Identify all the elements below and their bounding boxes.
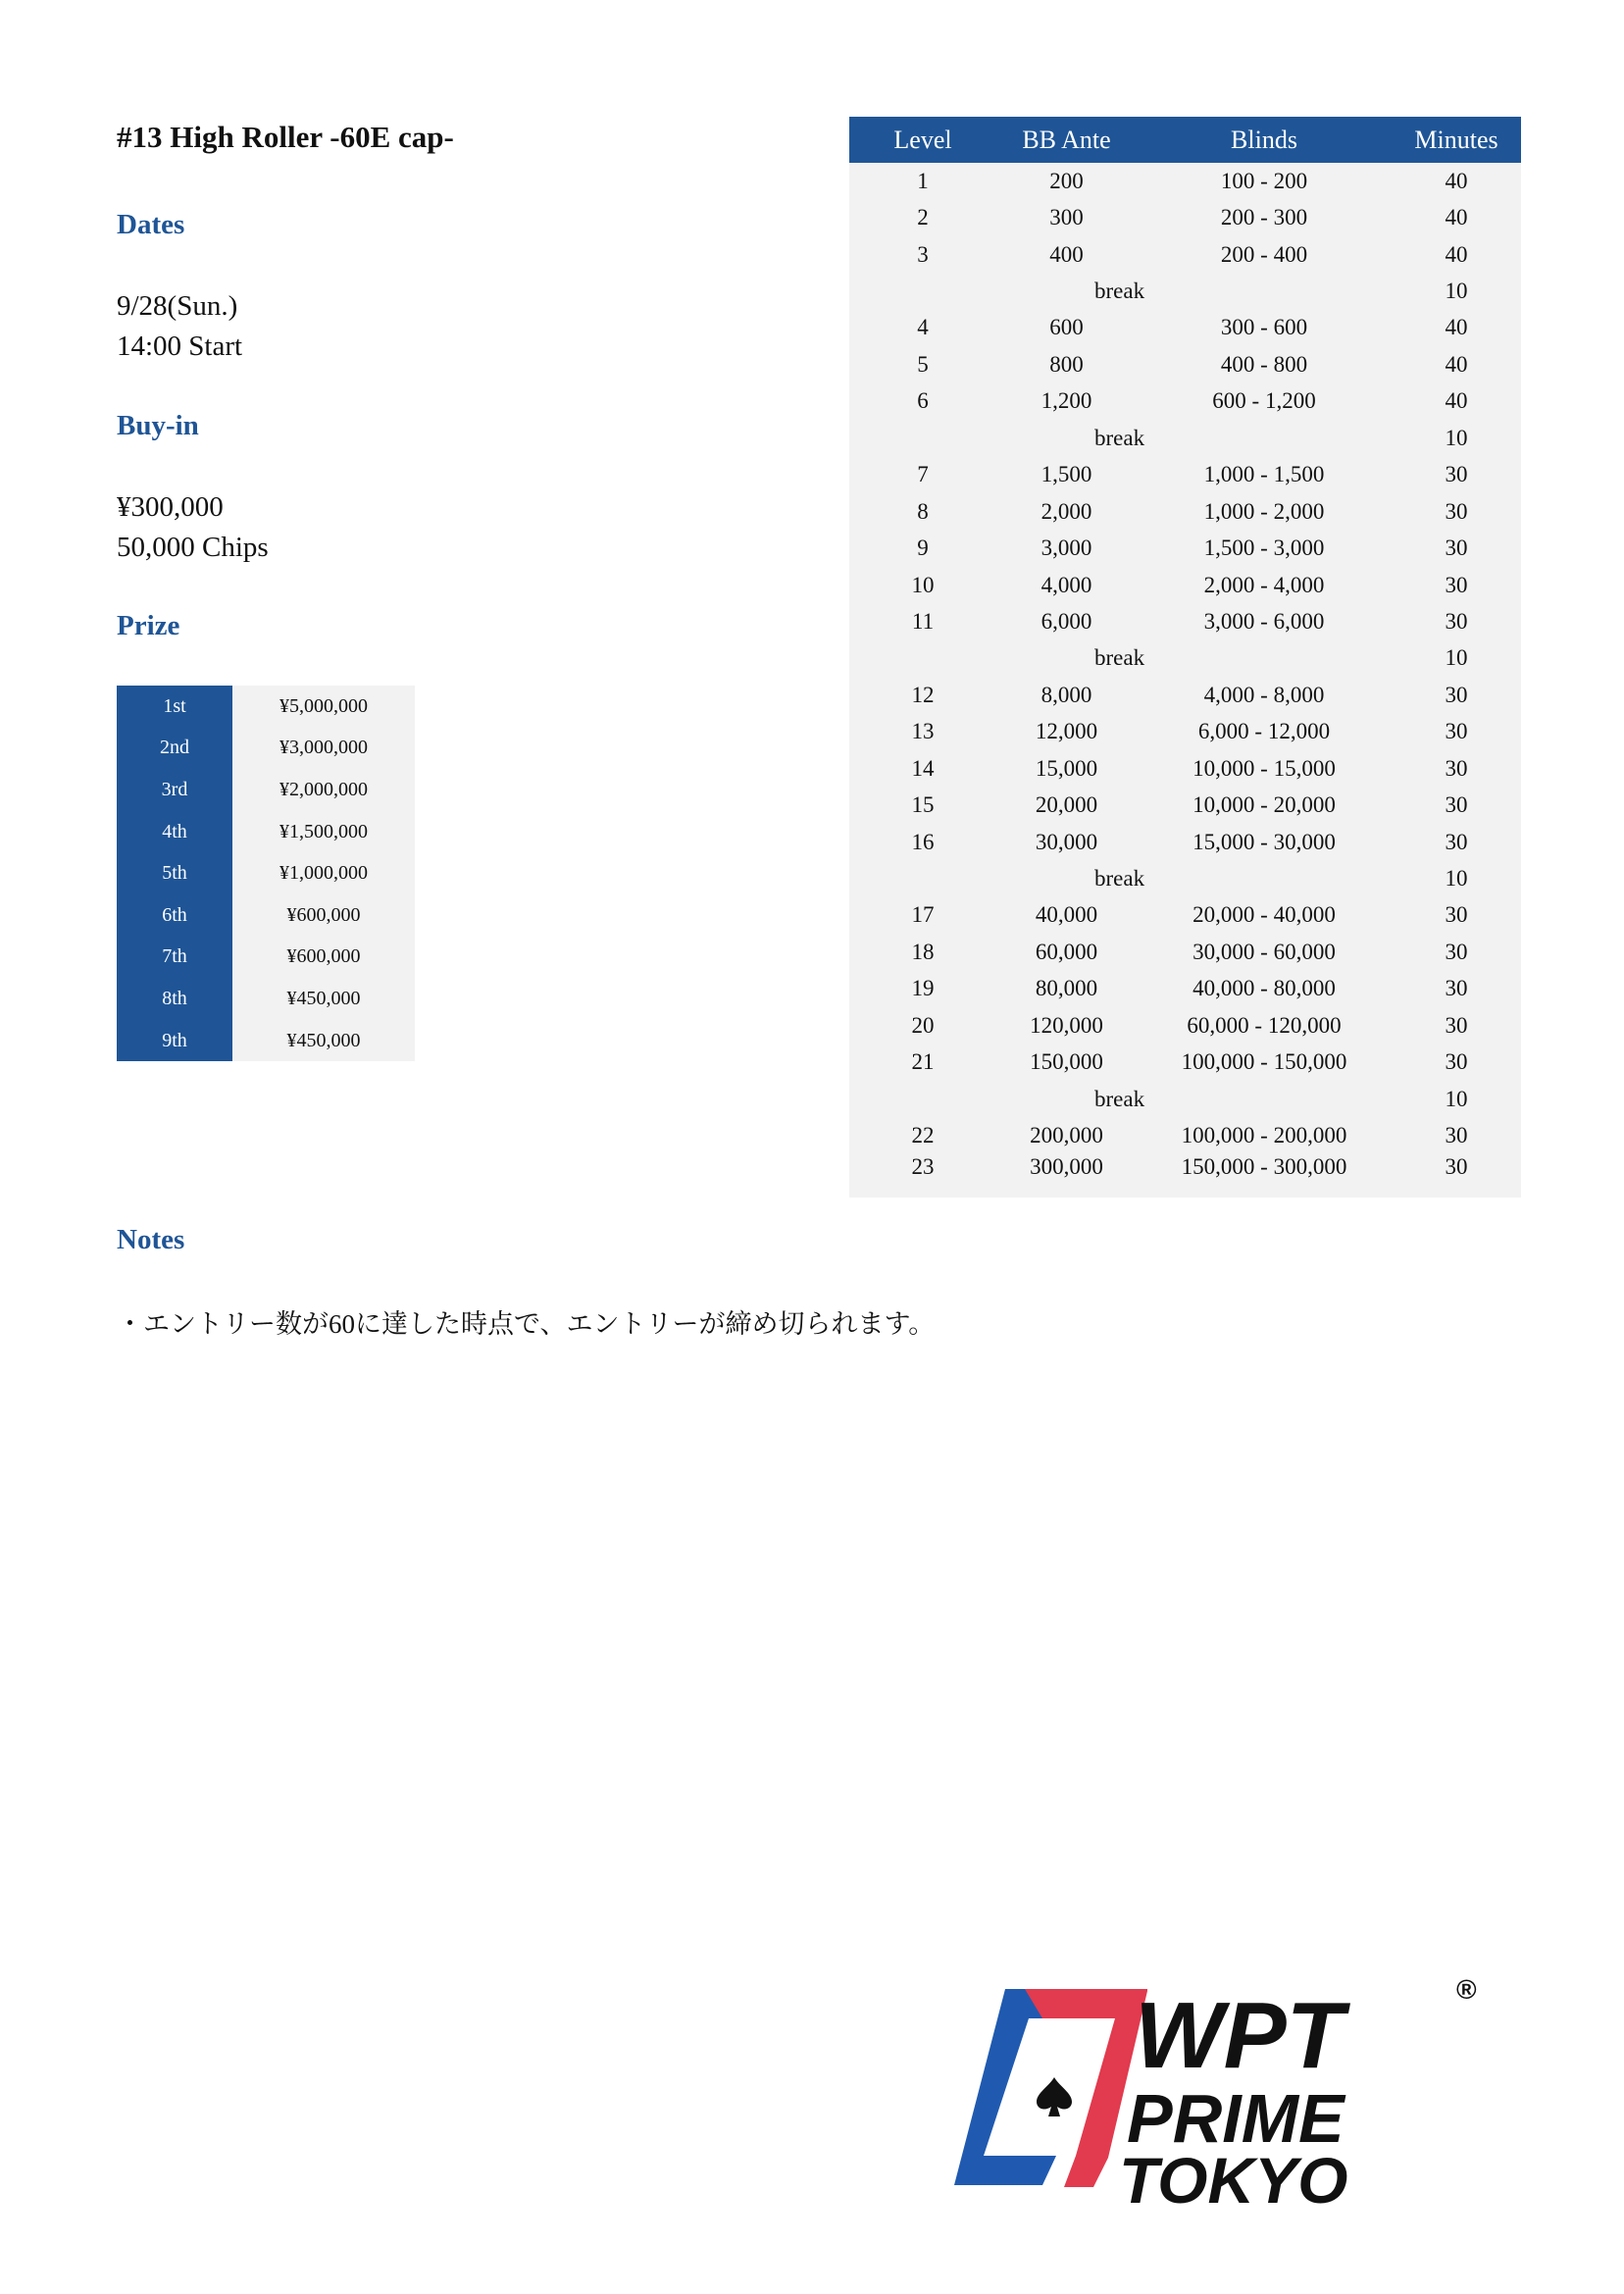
- buyin-price: ¥300,000: [117, 491, 224, 523]
- header-minutes: Minutes: [1392, 117, 1521, 163]
- break-spacer: [849, 273, 996, 309]
- level-bb-ante: 200: [996, 163, 1137, 199]
- level-row: [849, 897, 1521, 934]
- break-spacer: [849, 420, 996, 456]
- break-label: break: [996, 860, 1392, 896]
- level-number: 3: [849, 236, 996, 273]
- level-row: [849, 1007, 1521, 1044]
- level-number: 12: [849, 677, 996, 713]
- level-row: [849, 750, 1521, 787]
- level-bb-ante: 20,000: [996, 787, 1137, 823]
- blind-structure-header: [849, 117, 1521, 163]
- prize-amount: ¥600,000: [232, 937, 415, 979]
- level-bb-ante: 1,500: [996, 457, 1137, 493]
- level-blinds: 200 - 300: [1137, 199, 1392, 235]
- prize-place: 1st: [117, 686, 232, 728]
- event-start-time: 14:00 Start: [117, 331, 243, 362]
- level-number: 17: [849, 897, 996, 934]
- level-minutes: 30: [1392, 971, 1521, 1007]
- level-bb-ante: 6,000: [996, 603, 1137, 639]
- level-row: [849, 971, 1521, 1007]
- prize-place: 7th: [117, 937, 232, 979]
- break-row: [849, 1081, 1521, 1117]
- level-bb-ante: 80,000: [996, 971, 1137, 1007]
- prize-place: 5th: [117, 852, 232, 894]
- header-blinds: Blinds: [1137, 117, 1392, 163]
- prize-row: [117, 769, 415, 811]
- prize-table: [117, 686, 415, 1061]
- level-minutes: 30: [1392, 603, 1521, 639]
- starting-chips: 50,000 Chips: [117, 532, 269, 563]
- prize-row: [117, 1020, 415, 1062]
- level-row: [849, 1045, 1521, 1081]
- level-blinds: 600 - 1,200: [1137, 383, 1392, 420]
- prize-amount: ¥5,000,000: [232, 686, 415, 728]
- level-number: 10: [849, 567, 996, 603]
- level-number: 22: [849, 1117, 996, 1153]
- level-blinds: 6,000 - 12,000: [1137, 714, 1392, 750]
- prize-amount: ¥450,000: [232, 1020, 415, 1062]
- level-number: 7: [849, 457, 996, 493]
- logo-text-prime: PRIME: [1127, 2080, 1345, 2157]
- prize-row: [117, 978, 415, 1020]
- prize-row: [117, 937, 415, 979]
- level-minutes: 30: [1392, 1007, 1521, 1044]
- level-blinds: 100,000 - 200,000: [1137, 1117, 1392, 1153]
- level-bb-ante: 8,000: [996, 677, 1137, 713]
- level-row: [849, 677, 1521, 713]
- prize-amount: ¥450,000: [232, 978, 415, 1020]
- level-blinds: 60,000 - 120,000: [1137, 1007, 1392, 1044]
- level-minutes: 40: [1392, 236, 1521, 273]
- prize-place: 2nd: [117, 728, 232, 770]
- level-row: [849, 934, 1521, 970]
- level-bb-ante: 300,000: [996, 1154, 1137, 1198]
- level-bb-ante: 30,000: [996, 824, 1137, 860]
- break-row: [849, 860, 1521, 896]
- buyin-heading: Buy-in: [117, 410, 199, 441]
- level-minutes: 30: [1392, 1154, 1521, 1198]
- header-level: Level: [849, 117, 996, 163]
- event-date: 9/28(Sun.): [117, 290, 238, 322]
- level-bb-ante: 150,000: [996, 1045, 1137, 1081]
- level-blinds: 300 - 600: [1137, 310, 1392, 346]
- prize-amount: ¥1,500,000: [232, 811, 415, 853]
- level-blinds: 40,000 - 80,000: [1137, 971, 1392, 1007]
- prize-amount: ¥3,000,000: [232, 728, 415, 770]
- level-bb-ante: 120,000: [996, 1007, 1137, 1044]
- logo-text-wpt: WPT: [1135, 1983, 1345, 2088]
- notes-text: ・エントリー数が60に達した時点で、エントリーが締め切られます。: [117, 1309, 936, 1339]
- level-row: [849, 603, 1521, 639]
- level-row: [849, 1154, 1521, 1198]
- notes-heading: Notes: [117, 1224, 185, 1255]
- dates-block: [117, 286, 242, 367]
- level-blinds: 3,000 - 6,000: [1137, 603, 1392, 639]
- level-number: 16: [849, 824, 996, 860]
- level-minutes: 40: [1392, 199, 1521, 235]
- level-blinds: 20,000 - 40,000: [1137, 897, 1392, 934]
- level-minutes: 30: [1392, 457, 1521, 493]
- level-minutes: 10: [1392, 1081, 1521, 1117]
- level-row: [849, 199, 1521, 235]
- level-minutes: 30: [1392, 677, 1521, 713]
- header-bb-ante: BB Ante: [996, 117, 1137, 163]
- logo-text-tokyo: TOKYO: [1119, 2144, 1348, 2217]
- buyin-block: [117, 487, 269, 568]
- level-minutes: 30: [1392, 567, 1521, 603]
- level-minutes: 10: [1392, 640, 1521, 677]
- level-bb-ante: 400: [996, 236, 1137, 273]
- break-row: [849, 273, 1521, 309]
- level-minutes: 30: [1392, 897, 1521, 934]
- level-row: [849, 457, 1521, 493]
- prize-row: [117, 686, 415, 728]
- level-bb-ante: 60,000: [996, 934, 1137, 970]
- level-bb-ante: 2,000: [996, 493, 1137, 530]
- level-bb-ante: 12,000: [996, 714, 1137, 750]
- level-number: 18: [849, 934, 996, 970]
- dates-heading: Dates: [117, 209, 185, 240]
- level-blinds: 10,000 - 15,000: [1137, 750, 1392, 787]
- level-minutes: 30: [1392, 824, 1521, 860]
- prize-place: 3rd: [117, 769, 232, 811]
- level-row: [849, 163, 1521, 199]
- level-bb-ante: 1,200: [996, 383, 1137, 420]
- level-number: 4: [849, 310, 996, 346]
- level-row: [849, 493, 1521, 530]
- prize-place: 9th: [117, 1020, 232, 1062]
- level-blinds: 1,000 - 2,000: [1137, 493, 1392, 530]
- break-label: break: [996, 1081, 1392, 1117]
- level-blinds: 10,000 - 20,000: [1137, 787, 1392, 823]
- level-row: [849, 346, 1521, 382]
- prize-row: [117, 852, 415, 894]
- level-number: 23: [849, 1154, 996, 1198]
- level-number: 6: [849, 383, 996, 420]
- level-blinds: 4,000 - 8,000: [1137, 677, 1392, 713]
- prize-heading: Prize: [117, 610, 180, 641]
- level-bb-ante: 200,000: [996, 1117, 1137, 1153]
- break-row: [849, 420, 1521, 456]
- level-number: 8: [849, 493, 996, 530]
- prize-amount: ¥600,000: [232, 894, 415, 937]
- level-number: 9: [849, 530, 996, 566]
- level-row: [849, 310, 1521, 346]
- level-minutes: 30: [1392, 750, 1521, 787]
- level-row: [849, 530, 1521, 566]
- blind-structure-table: [849, 117, 1521, 1198]
- level-number: 13: [849, 714, 996, 750]
- level-row: [849, 383, 1521, 420]
- break-row: [849, 640, 1521, 677]
- level-number: 11: [849, 603, 996, 639]
- level-blinds: 200 - 400: [1137, 236, 1392, 273]
- level-row: [849, 714, 1521, 750]
- level-minutes: 40: [1392, 163, 1521, 199]
- level-row: [849, 567, 1521, 603]
- event-title: #13 High Roller -60E cap-: [117, 120, 454, 154]
- level-row: [849, 1117, 1521, 1153]
- break-label: break: [996, 420, 1392, 456]
- level-blinds: 1,000 - 1,500: [1137, 457, 1392, 493]
- level-blinds: 150,000 - 300,000: [1137, 1154, 1392, 1198]
- level-blinds: 15,000 - 30,000: [1137, 824, 1392, 860]
- level-minutes: 30: [1392, 530, 1521, 566]
- level-bb-ante: 3,000: [996, 530, 1137, 566]
- prize-amount: ¥2,000,000: [232, 769, 415, 811]
- level-number: 20: [849, 1007, 996, 1044]
- level-blinds: 30,000 - 60,000: [1137, 934, 1392, 970]
- level-bb-ante: 4,000: [996, 567, 1137, 603]
- level-minutes: 30: [1392, 1117, 1521, 1153]
- prize-place: 8th: [117, 978, 232, 1020]
- prize-row: [117, 894, 415, 937]
- level-minutes: 30: [1392, 787, 1521, 823]
- level-blinds: 2,000 - 4,000: [1137, 567, 1392, 603]
- break-label: break: [996, 640, 1392, 677]
- level-row: [849, 236, 1521, 273]
- level-blinds: 400 - 800: [1137, 346, 1392, 382]
- level-minutes: 10: [1392, 860, 1521, 896]
- level-number: 21: [849, 1045, 996, 1081]
- level-minutes: 10: [1392, 420, 1521, 456]
- prize-place: 4th: [117, 811, 232, 853]
- break-spacer: [849, 640, 996, 677]
- level-minutes: 30: [1392, 493, 1521, 530]
- logo-graphic: [946, 1962, 1486, 2217]
- level-number: 2: [849, 199, 996, 235]
- level-minutes: 30: [1392, 714, 1521, 750]
- break-spacer: [849, 860, 996, 896]
- prize-amount: ¥1,000,000: [232, 852, 415, 894]
- level-bb-ante: 300: [996, 199, 1137, 235]
- registered-mark: ®: [1456, 1974, 1477, 2005]
- level-minutes: 40: [1392, 383, 1521, 420]
- break-label: break: [996, 273, 1392, 309]
- level-row: [849, 824, 1521, 860]
- level-number: 19: [849, 971, 996, 1007]
- level-number: 15: [849, 787, 996, 823]
- break-spacer: [849, 1081, 996, 1117]
- level-bb-ante: 15,000: [996, 750, 1137, 787]
- wpt-prime-tokyo-logo: [946, 1962, 1486, 2217]
- prize-row: [117, 728, 415, 770]
- level-blinds: 100 - 200: [1137, 163, 1392, 199]
- level-minutes: 10: [1392, 273, 1521, 309]
- level-number: 5: [849, 346, 996, 382]
- level-row: [849, 787, 1521, 823]
- level-blinds: 100,000 - 150,000: [1137, 1045, 1392, 1081]
- prize-place: 6th: [117, 894, 232, 937]
- level-minutes: 30: [1392, 1045, 1521, 1081]
- prize-row: [117, 811, 415, 853]
- level-blinds: 1,500 - 3,000: [1137, 530, 1392, 566]
- level-bb-ante: 800: [996, 346, 1137, 382]
- level-minutes: 40: [1392, 346, 1521, 382]
- level-bb-ante: 600: [996, 310, 1137, 346]
- level-bb-ante: 40,000: [996, 897, 1137, 934]
- level-minutes: 40: [1392, 310, 1521, 346]
- level-minutes: 30: [1392, 934, 1521, 970]
- level-number: 14: [849, 750, 996, 787]
- level-number: 1: [849, 163, 996, 199]
